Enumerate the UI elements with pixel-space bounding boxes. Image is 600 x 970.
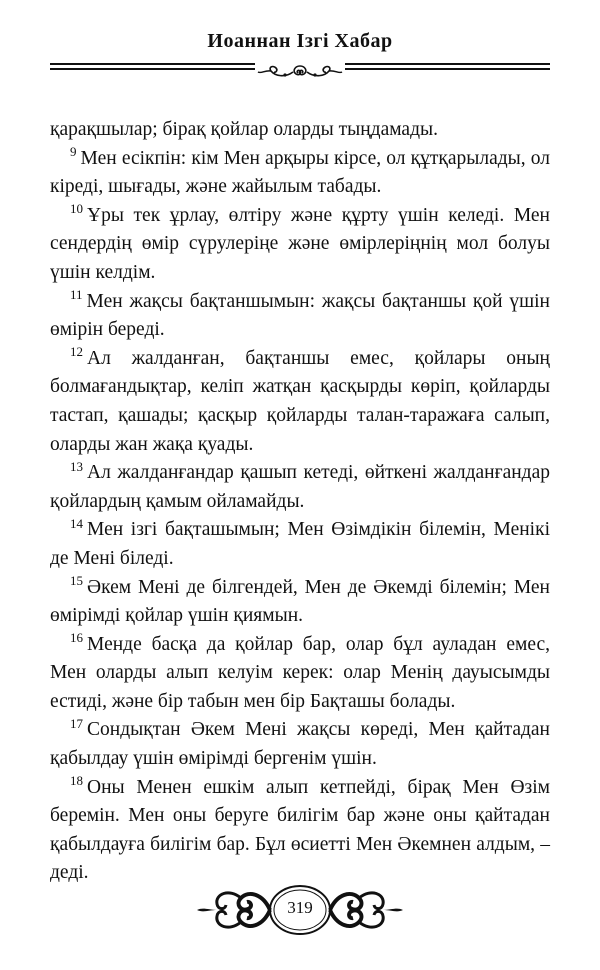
running-header-title: Иоаннан Ізгі Хабар	[207, 30, 393, 52]
verse	[50, 202, 550, 288]
verse-number: 16	[70, 630, 83, 646]
verse-text: Мен жақсы бақтаншымын: жақсы бақтаншы қой үшін өмірін береді.	[50, 290, 550, 341]
verse-text: Ал жалданғандар қашып кетеді, өйткені жалданғандар қойлардың қамым ойламайды.	[50, 462, 550, 512]
verse	[50, 774, 550, 888]
verse-text: Сондықтан Әкем Мені жақсы көреді, Мен қайтадан қабылдау үшін өмірімді бергенім үшін.	[50, 719, 550, 770]
verse-text: Ұры тек ұрлау, өлтіру және құрту үшін келеді. Мен сендердің өмір сүрулеріңе және өмірлеріңнің мол болуы үшін келдім.	[50, 204, 550, 283]
verse	[50, 631, 550, 717]
verse-number: 17	[70, 715, 83, 731]
verse	[50, 516, 550, 573]
verse	[50, 459, 550, 516]
verse-text: Мен ізгі бақташымын; Мен Өзімдікін білемін, Менікі де Мені біледі.	[50, 519, 550, 569]
header-ornament-icon	[255, 62, 345, 82]
page-number: 319	[287, 898, 313, 917]
verse-number: 12	[70, 344, 83, 360]
scripture-text	[50, 116, 550, 888]
verse-number: 11	[70, 287, 83, 303]
verse-number: 14	[70, 515, 83, 531]
verse	[50, 345, 550, 459]
verse	[50, 716, 550, 773]
verse-text: Әкем Мені де білгендей, Мен де Әкемді білемін; Мен өмірімді қойлар үшін қиямын.	[50, 576, 550, 627]
verse-number: 13	[70, 458, 83, 474]
verse-text: Мен есікпін: кім Мен арқыры кірсе, ол құтқарылады, ол кіреді, шығады, және жайылым табады.	[50, 147, 550, 198]
verse-text: Оны Менен ешкім алып кетпейді, бірақ Мен Өзім беремін. Мен оны беруге билігім бар және оны қайтадан қабылдауға билігім бар. Бұл өсиетті Мен Әкемнен алдым, – деді.	[50, 776, 550, 884]
verse-number: 9	[70, 144, 77, 160]
verse	[50, 288, 550, 345]
verse-number: 18	[70, 773, 83, 789]
lead-line: қарақшылар; бірақ қойлар оларды тыңдамады.	[50, 119, 438, 140]
verse-text: Ал жалданған, бақтаншы емес, қойлары оның болмағандықтар, келіп жатқан қасқырды көріп, қойларды тастап, қашады; қасқыр қойларды талан-таражаға салып, оларды жан жақа қуады.	[50, 347, 550, 455]
verse	[50, 145, 550, 202]
verse	[50, 574, 550, 631]
verse-list	[50, 145, 550, 888]
verse-number: 10	[70, 201, 83, 217]
verse-text: Менде басқа да қойлар бар, олар бұл ауладан емес, Мен оларды алып келуім керек: олар Менің дауысымды естиді, және бір табын мен бір Бақташы болады.	[50, 633, 550, 712]
verse-number: 15	[70, 573, 83, 588]
